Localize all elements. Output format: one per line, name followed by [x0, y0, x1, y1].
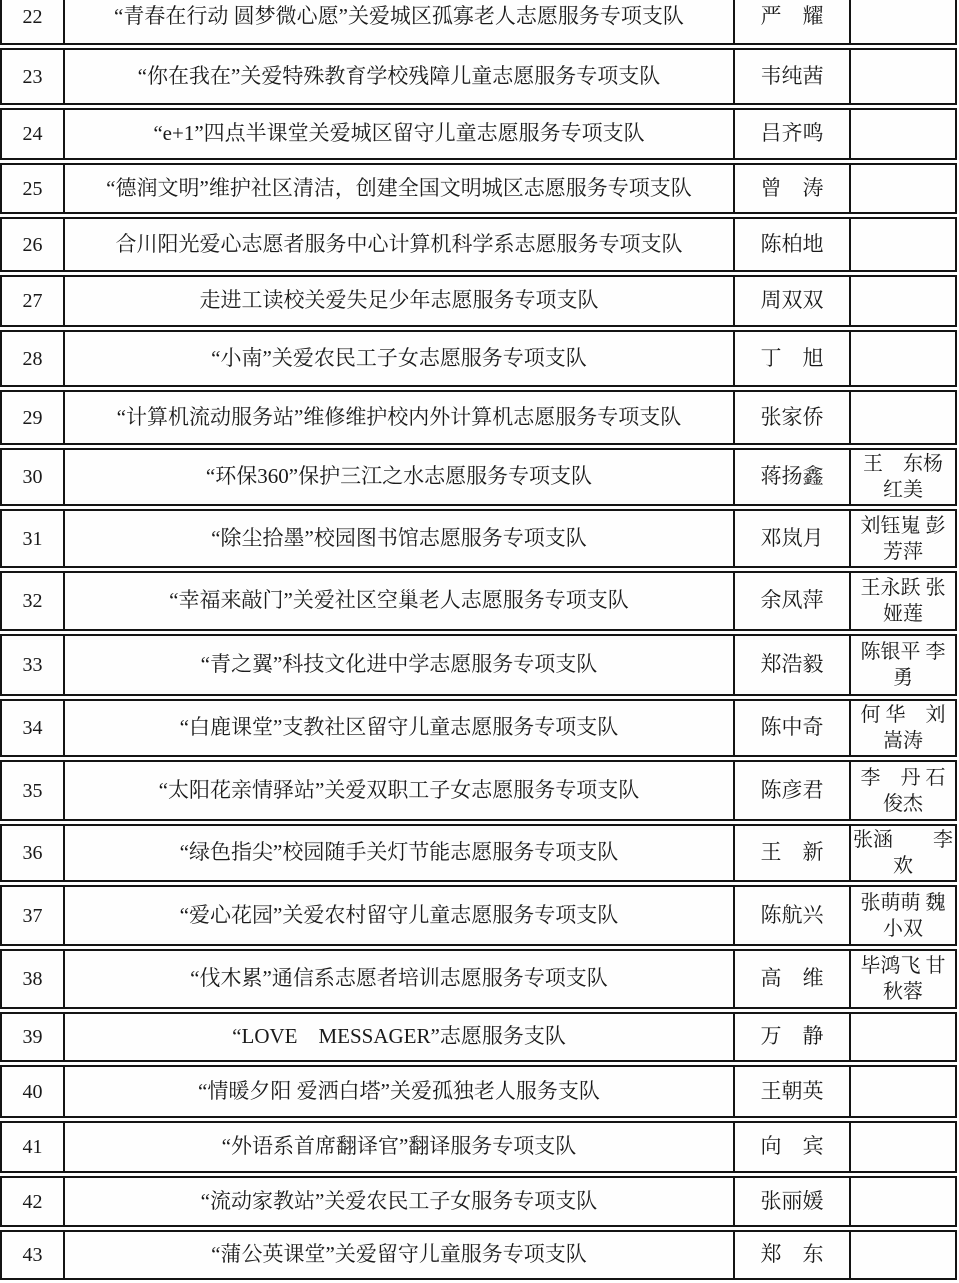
team-name-cell: “伐木累”通信系志愿者培训志愿服务专项支队: [65, 951, 735, 1007]
table-row: [0, 949, 957, 1009]
extra-names-cell: [851, 826, 955, 880]
leader-name-cell: 严 耀: [735, 0, 851, 43]
team-name-cell: 合川阳光爱心志愿者服务中心计算机科学系志愿服务专项支队: [65, 219, 735, 270]
team-name-cell: “e+1”四点半课堂关爱城区留守儿童志愿服务专项支队: [65, 110, 735, 158]
team-name-cell: “流动家教站”关爱农民工子女服务专项支队: [65, 1178, 735, 1225]
row-number-cell: 34: [2, 701, 65, 755]
leader-name-cell: 张家侨: [735, 392, 851, 443]
leader-name-cell: 韦纯茜: [735, 50, 851, 103]
table-row: [0, 1065, 957, 1118]
leader-name-cell: 王 新: [735, 826, 851, 880]
team-name-cell: “青春在行动 圆梦微心愿”关爱城区孤寡老人志愿服务专项支队: [65, 0, 735, 43]
extra-names-cell: [851, 450, 955, 504]
extra-names-cell: [851, 219, 955, 270]
team-name-cell: “你在我在”关爱特殊教育学校残障儿童志愿服务专项支队: [65, 50, 735, 103]
team-name-cell: “青之翼”科技文化进中学志愿服务专项支队: [65, 636, 735, 694]
row-number-cell: 31: [2, 511, 65, 566]
extra-name-line: 芳萍: [883, 540, 923, 563]
row-number-cell: 30: [2, 450, 65, 504]
table-row: [0, 824, 957, 882]
extra-names-cell: [851, 1123, 955, 1171]
table-row: [0, 0, 957, 45]
extra-names-cell: [851, 50, 955, 103]
leader-name-cell: 郑浩毅: [735, 636, 851, 694]
table-row: [0, 509, 957, 568]
leader-name-cell: 蒋扬鑫: [735, 450, 851, 504]
table-row: [0, 448, 957, 506]
extra-names-cell: [851, 511, 955, 566]
row-number-cell: 42: [2, 1178, 65, 1225]
row-number-cell: 38: [2, 951, 65, 1007]
extra-names-cell: [851, 701, 955, 755]
extra-name-line: 勇: [893, 667, 913, 689]
leader-name-cell: 万 静: [735, 1014, 851, 1060]
extra-names-cell: [851, 1232, 955, 1278]
extra-name-line: 王永跃 张: [860, 577, 946, 599]
extra-name-line: 秋蓉: [883, 981, 923, 1003]
extra-names-cell: [851, 1014, 955, 1060]
extra-name-line: 刘钰嵬 彭: [860, 514, 946, 537]
table-row: [0, 634, 957, 696]
table-row: [0, 275, 957, 327]
team-name-cell: “绿色指尖”校园随手关灯节能志愿服务专项支队: [65, 826, 735, 880]
extra-name-line: 毕鸿飞 甘: [860, 955, 946, 977]
table-row: [0, 330, 957, 387]
extra-name-line: 俊杰: [883, 792, 923, 815]
team-name-cell: “环保360”保护三江之水志愿服务专项支队: [65, 450, 735, 504]
leader-name-cell: 陈中奇: [735, 701, 851, 755]
row-number-cell: 22: [2, 0, 65, 43]
extra-names-cell: [851, 165, 955, 212]
leader-name-cell: 陈航兴: [735, 887, 851, 944]
extra-names-cell: [851, 636, 955, 694]
row-number-cell: 40: [2, 1067, 65, 1116]
team-name-cell: “小南”关爱农民工子女志愿服务专项支队: [65, 332, 735, 385]
leader-name-cell: 王朝英: [735, 1067, 851, 1116]
extra-name-line: 张涵 李: [853, 829, 953, 851]
team-name-cell: “外语系首席翻译官”翻译服务专项支队: [65, 1123, 735, 1171]
row-number-cell: 41: [2, 1123, 65, 1171]
extra-name-line: 何 华 刘: [860, 704, 946, 726]
extra-names-cell: [851, 1178, 955, 1225]
extra-names-cell: [851, 887, 955, 944]
table-row: [0, 1121, 957, 1173]
row-number-cell: 32: [2, 573, 65, 629]
team-name-cell: “计算机流动服务站”维修维护校内外计算机志愿服务专项支队: [65, 392, 735, 443]
extra-names-cell: [851, 332, 955, 385]
leader-name-cell: 陈彦君: [735, 762, 851, 819]
extra-names-cell: [851, 392, 955, 443]
extra-names-cell: [851, 277, 955, 325]
extra-name-line: 小双: [883, 917, 923, 940]
leader-name-cell: 高 维: [735, 951, 851, 1007]
team-name-cell: “爱心花园”关爱农村留守儿童志愿服务专项支队: [65, 887, 735, 944]
extra-name-line: 嵩涛: [883, 730, 923, 752]
team-name-cell: “白鹿课堂”支教社区留守儿童志愿服务专项支队: [65, 701, 735, 755]
team-name-cell: “幸福来敲门”关爱社区空巢老人志愿服务专项支队: [65, 573, 735, 629]
table-row: [0, 163, 957, 214]
team-name-cell: “情暖夕阳 爱洒白塔”关爱孤独老人服务支队: [65, 1067, 735, 1116]
extra-name-line: 陈银平 李: [860, 641, 946, 663]
row-number-cell: 24: [2, 110, 65, 158]
leader-name-cell: 吕齐鸣: [735, 110, 851, 158]
leader-name-cell: 邓岚月: [735, 511, 851, 566]
leader-name-cell: 余凤萍: [735, 573, 851, 629]
extra-name-line: 欢: [893, 855, 913, 877]
leader-name-cell: 丁 旭: [735, 332, 851, 385]
extra-names-cell: [851, 0, 955, 43]
team-name-cell: 走进工读校关爱失足少年志愿服务专项支队: [65, 277, 735, 325]
leader-name-cell: 向 宾: [735, 1123, 851, 1171]
table-row: [0, 760, 957, 821]
row-number-cell: 25: [2, 165, 65, 212]
table-row: [0, 1012, 957, 1062]
leader-name-cell: 陈柏地: [735, 219, 851, 270]
extra-names-cell: [851, 951, 955, 1007]
extra-name-line: 娅莲: [883, 603, 923, 625]
team-name-cell: “除尘拾墨”校园图书馆志愿服务专项支队: [65, 511, 735, 566]
table-row: [0, 108, 957, 160]
row-number-cell: 35: [2, 762, 65, 819]
row-number-cell: 26: [2, 219, 65, 270]
table-row: [0, 1230, 957, 1280]
row-number-cell: 33: [2, 636, 65, 694]
row-number-cell: 43: [2, 1232, 65, 1278]
row-number-cell: 28: [2, 332, 65, 385]
extra-name-line: 王 东杨: [863, 453, 943, 475]
row-number-cell: 36: [2, 826, 65, 880]
extra-names-cell: [851, 1067, 955, 1116]
table-row: [0, 48, 957, 105]
extra-names-cell: [851, 573, 955, 629]
extra-name-line: 张萌萌 魏: [860, 891, 946, 914]
team-name-cell: “蒲公英课堂”关爱留守儿童服务专项支队: [65, 1232, 735, 1278]
row-number-cell: 27: [2, 277, 65, 325]
leader-name-cell: 曾 涛: [735, 165, 851, 212]
table-row: [0, 885, 957, 946]
leader-name-cell: 郑 东: [735, 1232, 851, 1278]
row-number-cell: 23: [2, 50, 65, 103]
table-row: [0, 390, 957, 445]
row-number-cell: 37: [2, 887, 65, 944]
team-name-cell: “LOVE MESSAGER”志愿服务支队: [65, 1014, 735, 1060]
leader-name-cell: 张丽媛: [735, 1178, 851, 1225]
table-row: [0, 1176, 957, 1227]
extra-name-line: 李 丹 石: [860, 766, 946, 789]
row-number-cell: 29: [2, 392, 65, 443]
table-row: [0, 217, 957, 272]
table-row: [0, 699, 957, 757]
table-row: [0, 571, 957, 631]
team-name-cell: “德润文明”维护社区清洁，创建全国文明城区志愿服务专项支队: [65, 165, 735, 212]
extra-names-cell: [851, 762, 955, 819]
extra-names-cell: [851, 110, 955, 158]
team-name-cell: “太阳花亲情驿站”关爱双职工子女志愿服务专项支队: [65, 762, 735, 819]
extra-name-line: 红美: [883, 479, 923, 501]
leader-name-cell: 周双双: [735, 277, 851, 325]
row-number-cell: 39: [2, 1014, 65, 1060]
